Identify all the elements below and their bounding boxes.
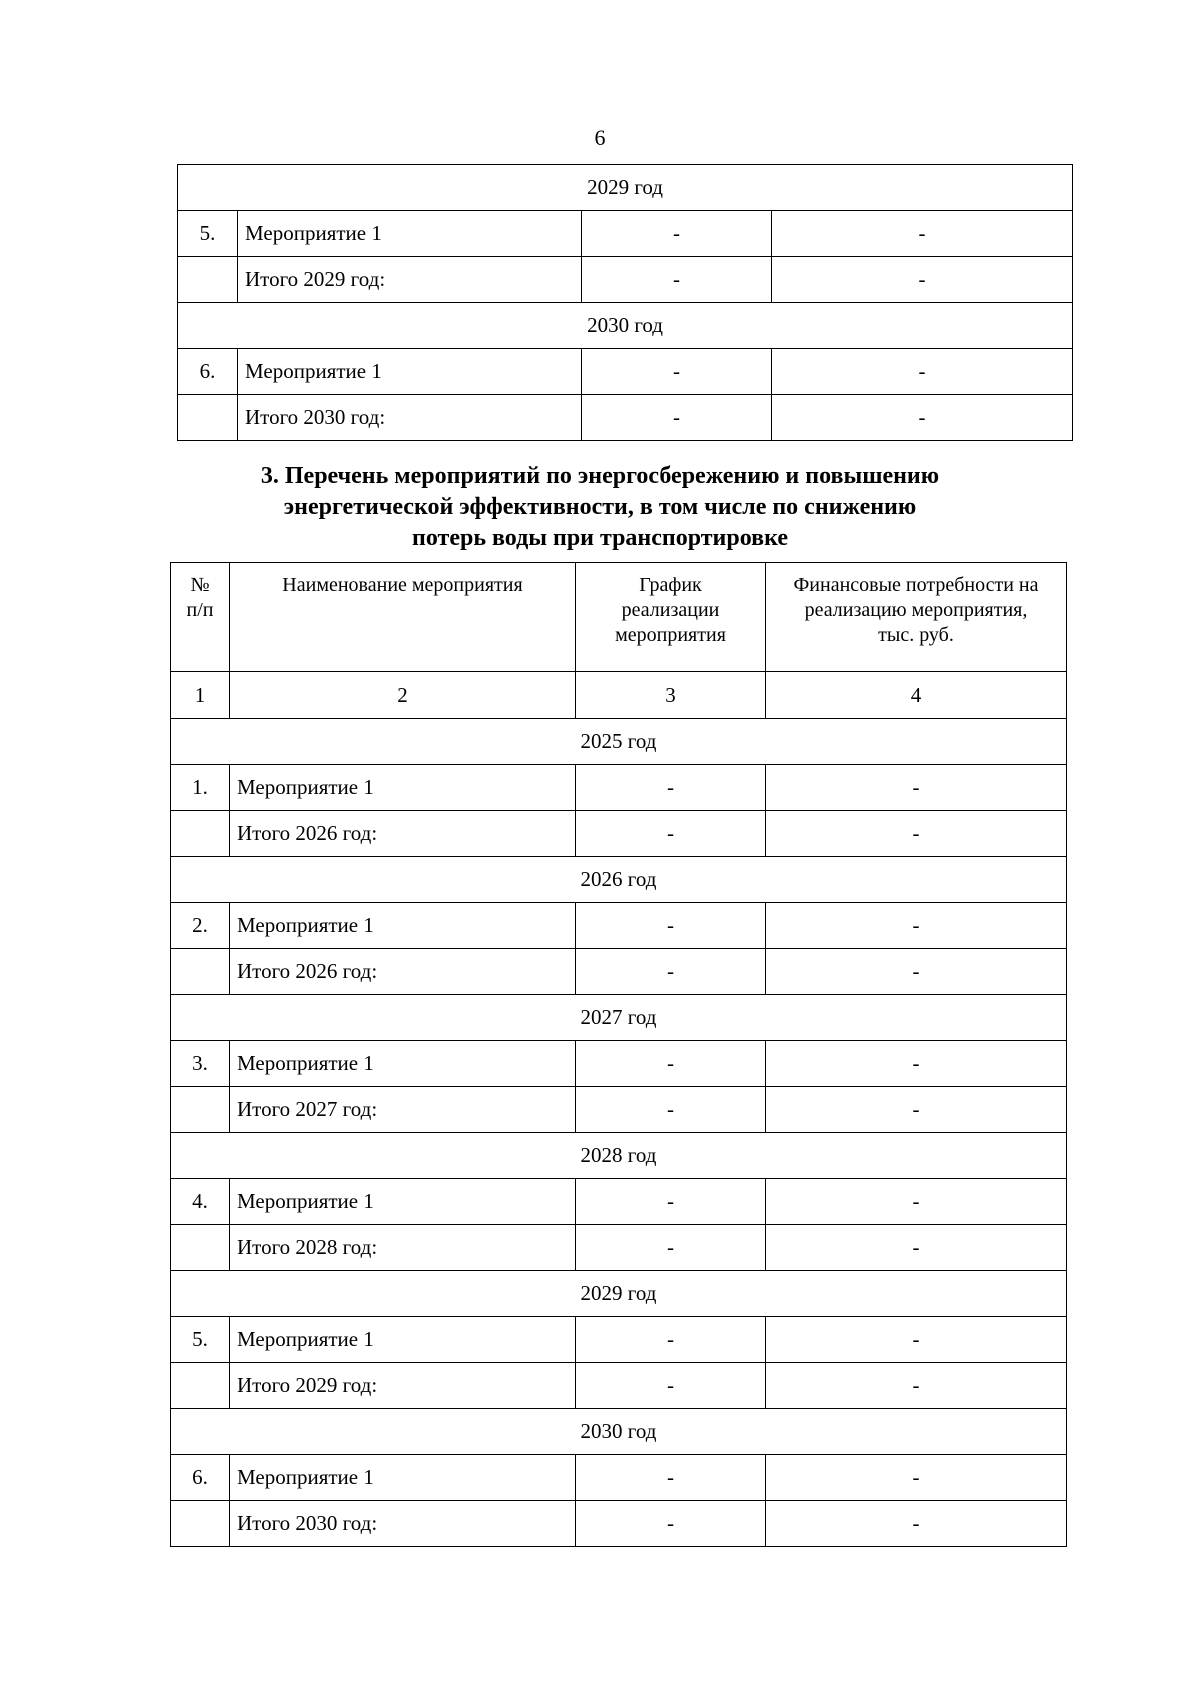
header-line: Наименование мероприятия xyxy=(282,574,523,596)
column-number: 1 xyxy=(171,672,230,719)
measure-name: Мероприятие 1 xyxy=(230,1455,576,1501)
finance-cell: - xyxy=(766,949,1067,995)
header-line: реализацию мероприятия, xyxy=(804,599,1028,621)
section-title-line: потерь воды при транспортировке xyxy=(412,525,788,551)
top-table-body xyxy=(178,165,1073,441)
measure-name: Мероприятие 1 xyxy=(230,1041,576,1087)
row-number xyxy=(171,811,230,857)
total-row xyxy=(171,811,1067,857)
measure-name: Мероприятие 1 xyxy=(230,1317,576,1363)
schedule-cell: - xyxy=(576,1179,766,1225)
table-row xyxy=(171,903,1067,949)
finance-cell: - xyxy=(772,349,1073,395)
column-number: 2 xyxy=(230,672,576,719)
schedule-cell: - xyxy=(582,349,772,395)
year-heading: 2025 год xyxy=(171,719,1067,765)
measure-name: Итого 2028 год: xyxy=(230,1225,576,1271)
schedule-cell: - xyxy=(576,1225,766,1271)
year-row xyxy=(171,719,1067,765)
year-row xyxy=(178,165,1073,211)
header-line: мероприятия xyxy=(615,624,726,646)
total-row xyxy=(178,395,1073,441)
row-number: 5. xyxy=(171,1317,230,1363)
schedule-cell: - xyxy=(576,1041,766,1087)
finance-cell: - xyxy=(766,1179,1067,1225)
header-line: График xyxy=(639,574,702,596)
finance-cell: - xyxy=(766,1225,1067,1271)
table-row xyxy=(171,1179,1067,1225)
column-number: 4 xyxy=(766,672,1067,719)
row-number: 6. xyxy=(171,1455,230,1501)
finance-cell: - xyxy=(772,395,1073,441)
row-number: 6. xyxy=(178,349,238,395)
schedule-cell: - xyxy=(576,903,766,949)
total-row xyxy=(171,1225,1067,1271)
year-heading: 2026 год xyxy=(171,857,1067,903)
header-line: тыс. руб. xyxy=(878,624,954,646)
year-row xyxy=(178,303,1073,349)
top-table xyxy=(177,164,1073,441)
year-row xyxy=(171,1271,1067,1317)
measure-name: Итого 2029 год: xyxy=(230,1363,576,1409)
table-row xyxy=(171,765,1067,811)
measure-name: Итого 2026 год: xyxy=(230,811,576,857)
row-number xyxy=(178,257,238,303)
row-number xyxy=(171,1225,230,1271)
schedule-cell: - xyxy=(576,1501,766,1547)
measure-name: Мероприятие 1 xyxy=(230,765,576,811)
year-heading: 2030 год xyxy=(171,1409,1067,1455)
row-number xyxy=(171,1363,230,1409)
section-title-line: энергетической эффективности, в том числе по снижению xyxy=(283,494,917,520)
finance-cell: - xyxy=(766,765,1067,811)
measure-name: Мероприятие 1 xyxy=(238,349,582,395)
year-row xyxy=(171,857,1067,903)
schedule-cell: - xyxy=(576,811,766,857)
schedule-cell: - xyxy=(582,257,772,303)
header-row xyxy=(171,563,1067,672)
section-title xyxy=(200,461,1000,554)
finance-cell: - xyxy=(766,1501,1067,1547)
header-schedule xyxy=(576,563,766,672)
column-number: 3 xyxy=(576,672,766,719)
schedule-cell: - xyxy=(582,211,772,257)
row-number: 1. xyxy=(171,765,230,811)
total-row xyxy=(178,257,1073,303)
measure-name: Итого 2029 год: xyxy=(238,257,582,303)
year-row xyxy=(171,1133,1067,1179)
table-row xyxy=(178,349,1073,395)
table-row xyxy=(171,1317,1067,1363)
table-row xyxy=(171,1455,1067,1501)
row-number: 5. xyxy=(178,211,238,257)
schedule-cell: - xyxy=(576,1317,766,1363)
row-number xyxy=(178,395,238,441)
measure-name: Итого 2030 год: xyxy=(230,1501,576,1547)
table-row xyxy=(178,211,1073,257)
measures-table-body xyxy=(171,719,1067,1547)
header-line: реализации xyxy=(621,599,720,621)
finance-cell: - xyxy=(766,1455,1067,1501)
row-number: 2. xyxy=(171,903,230,949)
schedule-cell: - xyxy=(576,1455,766,1501)
finance-cell: - xyxy=(772,257,1073,303)
finance-cell: - xyxy=(766,1317,1067,1363)
year-row xyxy=(171,995,1067,1041)
finance-cell: - xyxy=(772,211,1073,257)
total-row xyxy=(171,1087,1067,1133)
finance-cell: - xyxy=(766,811,1067,857)
finance-cell: - xyxy=(766,1041,1067,1087)
table-row xyxy=(171,1041,1067,1087)
year-heading: 2028 год xyxy=(171,1133,1067,1179)
schedule-cell: - xyxy=(576,1363,766,1409)
total-row xyxy=(171,1363,1067,1409)
header-line: п/п xyxy=(186,599,214,621)
row-number xyxy=(171,949,230,995)
year-heading: 2030 год xyxy=(178,303,1073,349)
measure-name: Итого 2030 год: xyxy=(238,395,582,441)
header-line: Финансовые потребности на xyxy=(793,574,1039,596)
page-number: 6 xyxy=(594,125,606,150)
total-row xyxy=(171,949,1067,995)
section-title-line: 3. Перечень мероприятий по энергосбережению и повышению xyxy=(260,463,940,489)
schedule-cell: - xyxy=(576,765,766,811)
measure-name: Мероприятие 1 xyxy=(238,211,582,257)
year-row xyxy=(171,1409,1067,1455)
schedule-cell: - xyxy=(576,1087,766,1133)
finance-cell: - xyxy=(766,1363,1067,1409)
schedule-cell: - xyxy=(582,395,772,441)
year-heading: 2027 год xyxy=(171,995,1067,1041)
row-number xyxy=(171,1087,230,1133)
measure-name: Мероприятие 1 xyxy=(230,1179,576,1225)
row-number: 4. xyxy=(171,1179,230,1225)
measure-name: Мероприятие 1 xyxy=(230,903,576,949)
header-name xyxy=(230,563,576,672)
column-number-row xyxy=(171,672,1067,719)
year-heading: 2029 год xyxy=(171,1271,1067,1317)
header-finance xyxy=(766,563,1067,672)
measures-table xyxy=(170,562,1067,1547)
finance-cell: - xyxy=(766,1087,1067,1133)
measure-name: Итого 2027 год: xyxy=(230,1087,576,1133)
header-line: № xyxy=(190,574,210,596)
total-row xyxy=(171,1501,1067,1547)
header-num xyxy=(171,563,230,672)
finance-cell: - xyxy=(766,903,1067,949)
year-heading: 2029 год xyxy=(178,165,1073,211)
row-number: 3. xyxy=(171,1041,230,1087)
measure-name: Итого 2026 год: xyxy=(230,949,576,995)
row-number xyxy=(171,1501,230,1547)
schedule-cell: - xyxy=(576,949,766,995)
